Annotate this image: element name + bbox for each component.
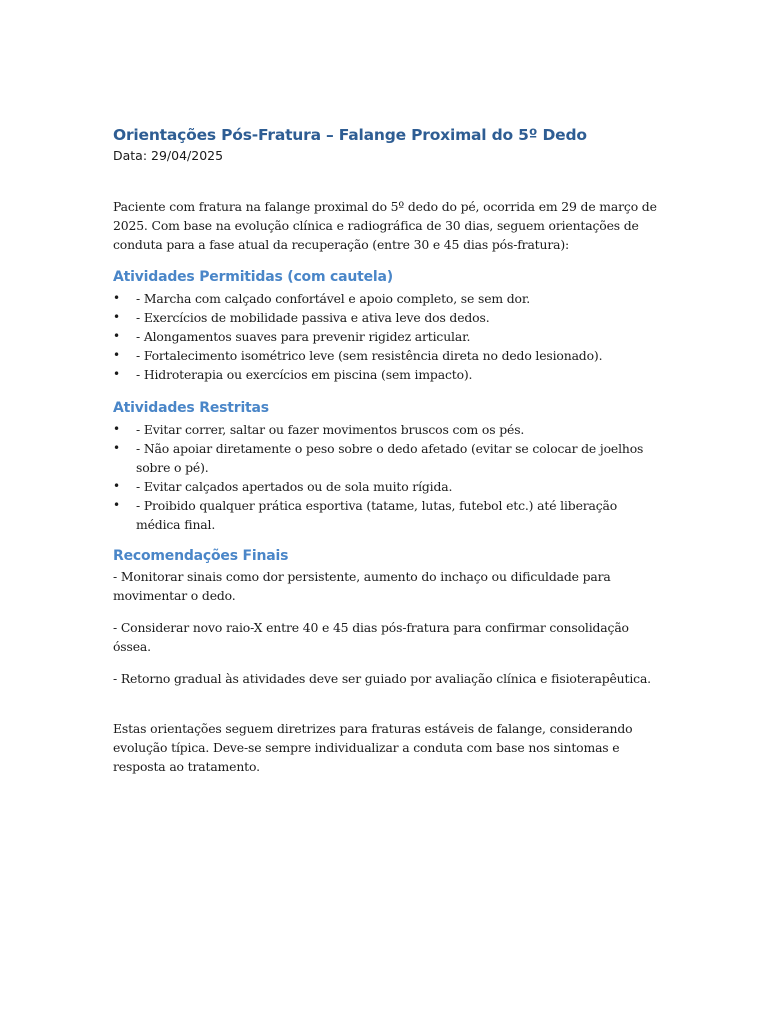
list-item-text: - Proibido qualquer prática esportiva (tatame, lutas, futebol etc.) até liberação médica final. [136, 498, 618, 532]
bullet-icon: • [113, 422, 120, 436]
recommendation-paragraph: - Retorno gradual às atividades deve ser guiado por avaliação clínica e fisioterapêutica. [113, 671, 651, 686]
section-heading-permitidas: Atividades Permitidas (com cautela) [113, 269, 393, 285]
bullet-icon: • [113, 291, 120, 305]
list-item-text: - Evitar calçados apertados ou de sola muito rígida. [136, 479, 453, 494]
list-item [113, 308, 663, 327]
list-item-text: - Exercícios de mobilidade passiva e ativa leve dos dedos. [136, 310, 490, 325]
bullet-icon: • [113, 367, 120, 381]
recommendation-paragraph: - Considerar novo raio-X entre 40 e 45 dias pós-fratura para confirmar consolidação óssea. [113, 620, 629, 654]
list-item-text: - Marcha com calçado confortável e apoio completo, se sem dor. [136, 291, 531, 306]
bullet-icon: • [113, 348, 120, 362]
list-item-text: - Alongamentos suaves para prevenir rigidez articular. [136, 329, 471, 344]
bullet-icon: • [113, 329, 120, 343]
list-restritas [113, 420, 663, 534]
section-heading-restritas: Atividades Restritas [113, 400, 269, 416]
document-title: Orientações Pós-Fratura – Falange Proximal do 5º Dedo [113, 126, 587, 144]
list-item [113, 420, 663, 439]
list-item-text: - Não apoiar diretamente o peso sobre o dedo afetado (evitar se colocar de joelhos sobre o pé). [136, 441, 644, 475]
document-body [113, 124, 663, 776]
bullet-icon: • [113, 479, 120, 493]
list-item [113, 327, 663, 346]
list-item-text: - Evitar correr, saltar ou fazer movimentos bruscos com os pés. [136, 422, 525, 437]
list-item [113, 477, 663, 496]
list-item [113, 365, 663, 384]
section-heading-recomendacoes: Recomendações Finais [113, 548, 289, 564]
bullet-icon: • [113, 310, 120, 324]
list-item [113, 439, 663, 477]
bullet-icon: • [113, 441, 120, 455]
closing-paragraph: Estas orientações seguem diretrizes para fraturas estáveis de falange, considerando evolução típica. Deve-se sempre individualizar a conduta com base nos sintomas e resposta ao tratamento. [113, 721, 633, 774]
list-item [113, 496, 663, 534]
list-item-text: - Hidroterapia ou exercícios em piscina (sem impacto). [136, 367, 473, 382]
intro-paragraph: Paciente com fratura na falange proximal do 5º dedo do pé, ocorrida em 29 de março de 2025. Com base na evolução clínica e radiográfica de 30 dias, seguem orientações de conduta para a fase atual da recuperação (entre 30 e 45 dias pós-fratura): [113, 199, 657, 252]
list-item [113, 289, 663, 308]
document-date: Data: 29/04/2025 [113, 148, 224, 163]
list-permitidas [113, 289, 663, 384]
list-item [113, 346, 663, 365]
recommendation-paragraph: - Monitorar sinais como dor persistente, aumento do inchaço ou dificuldade para movimentar o dedo. [113, 569, 611, 603]
list-item-text: - Fortalecimento isométrico leve (sem resistência direta no dedo lesionado). [136, 348, 603, 363]
bullet-icon: • [113, 498, 120, 512]
